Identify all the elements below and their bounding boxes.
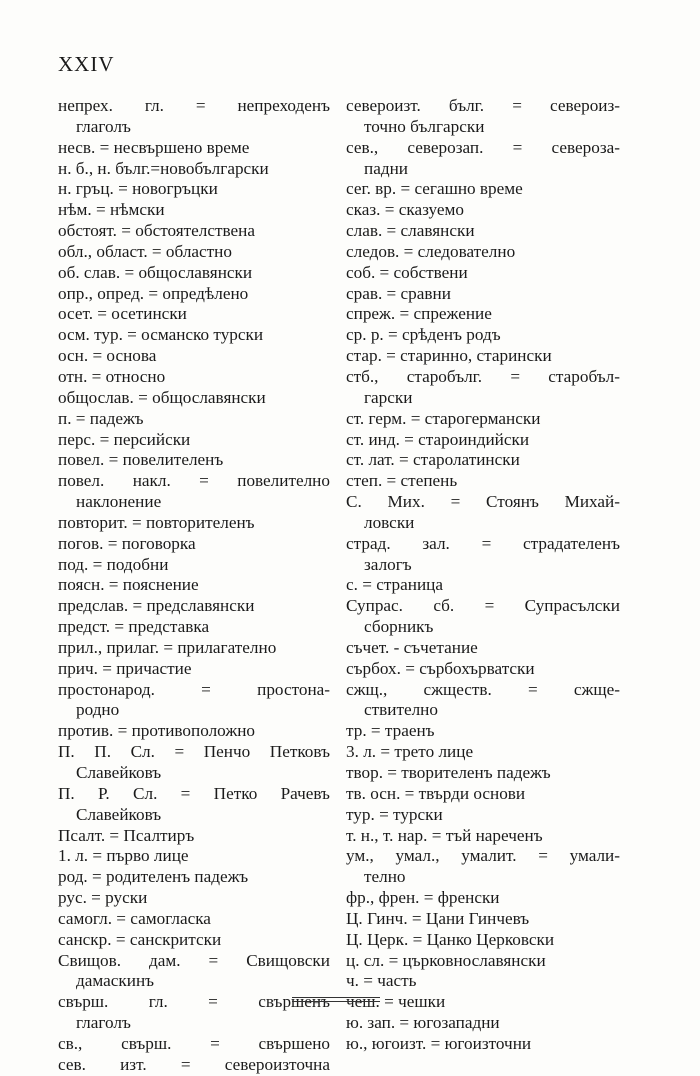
entry-text: ср. р. = срѣденъ родъ [346, 325, 501, 345]
entry-text: степ. = степень [346, 471, 458, 491]
abbreviation-entry [346, 138, 620, 180]
entry-text: прил., прилаг. = прилагателно [58, 637, 277, 657]
entry-text: повел. = повелителенъ [58, 450, 224, 470]
abbreviation-entry [346, 1034, 620, 1055]
abbreviation-entry [346, 96, 620, 138]
abbreviation-entry [58, 263, 330, 284]
abbreviation-entry [346, 659, 620, 680]
abbreviation-entry [346, 1013, 620, 1034]
entry-text: повторит. = повторителенъ [58, 512, 255, 532]
abbreviation-entry [346, 263, 620, 284]
abbreviation-entry [346, 284, 620, 305]
abbreviation-entry [346, 346, 620, 367]
entry-text: осм. тур. = османско турски [58, 325, 264, 345]
entry-text: т. н., т. нар. = тъй нареченъ [346, 825, 543, 845]
entry-text: 3. л. = трето лице [346, 742, 474, 762]
entry-text: сжщ., сжществ. = сжще- [346, 679, 620, 699]
abbreviation-entry [58, 659, 330, 680]
end-rule [292, 997, 380, 1002]
entry-text: Свищов. дам. = Свищовски [58, 950, 330, 970]
entry-text: осет. = осетински [58, 304, 187, 324]
entry-text: обстоят. = обстоятелствена [58, 221, 255, 241]
entry-text: съчет. - съчетание [346, 637, 478, 657]
entry-text: св., свърш. = свършено [58, 1033, 330, 1053]
abbreviation-entry [58, 867, 330, 888]
entry-text: род. = родителенъ падежъ [58, 867, 249, 887]
entry-text: ю., югоизт. = югоизточни [346, 1033, 532, 1053]
entry-text: рус. = руски [58, 888, 148, 908]
entry-text: ст. герм. = старогермански [346, 408, 541, 428]
entry-continuation: дамаскинъ [76, 971, 155, 991]
abbreviation-entry [58, 471, 330, 513]
entry-text: ю. зап. = югозападни [346, 1013, 500, 1033]
entry-continuation: ловски [364, 512, 415, 532]
entry-text: ц. сл. = църковнославянски [346, 950, 546, 970]
abbreviation-entry [58, 200, 330, 221]
abbreviation-entry [58, 450, 330, 471]
entry-text: сег. вр. = сегашно време [346, 179, 523, 199]
abbreviation-entry [58, 242, 330, 263]
entry-text: общослав. = общославянски [58, 387, 266, 407]
entry-text: тур. = турски [346, 804, 443, 824]
abbreviation-column-left [58, 96, 330, 1076]
abbreviation-entry [346, 409, 620, 430]
entry-text: североизт. бълг. = североиз- [346, 96, 620, 115]
entry-text: опр., опред. = опредѣлено [58, 283, 249, 303]
entry-text: стар. = старинно, старински [346, 346, 552, 366]
entry-text: поясн. = пояснение [58, 575, 199, 595]
entry-text: тв. осн. = твърди основи [346, 783, 526, 803]
abbreviation-entry [346, 992, 620, 1013]
entry-text: 1. л. = първо лице [58, 846, 189, 866]
abbreviation-entry [346, 179, 620, 200]
entry-text: предслав. = предславянски [58, 596, 255, 616]
abbreviation-entry [346, 367, 620, 409]
entry-text: твор. = творителенъ падежъ [346, 763, 551, 782]
entry-text: сърбох. = сърбохърватски [346, 658, 535, 678]
abbreviation-entry [58, 951, 330, 993]
abbreviation-entry [346, 784, 620, 805]
entry-continuation: родно [76, 700, 120, 720]
entry-text: осн. = основа [58, 346, 157, 366]
entry-text: несв. = несвършено време [58, 137, 250, 157]
entry-text: погов. = поговорка [58, 533, 196, 553]
abbreviation-entry [58, 1034, 330, 1055]
abbreviation-entry [346, 638, 620, 659]
abbreviation-entry [58, 575, 330, 596]
entry-continuation: падни [364, 158, 408, 178]
entry-text: п. = падежъ [58, 408, 144, 428]
entry-text: сказ. = сказуемо [346, 200, 464, 220]
abbreviation-entry [58, 284, 330, 305]
entry-text: с. = страница [346, 575, 444, 595]
abbreviation-entry [58, 784, 330, 826]
abbreviation-entry [346, 846, 620, 888]
abbreviation-entry [58, 596, 330, 617]
abbreviation-entry [58, 909, 330, 930]
abbreviation-entry [346, 763, 620, 784]
abbreviation-entry [58, 346, 330, 367]
abbreviation-entry [58, 826, 330, 847]
abbreviation-entry [58, 513, 330, 534]
abbreviation-entry [346, 450, 620, 471]
entry-text: сев., северозап. = североза- [346, 137, 620, 157]
entry-continuation: ствително [364, 700, 438, 720]
entry-text: свърш. гл. = свършенъ [58, 992, 330, 1012]
entry-text: об. слав. = общославянски [58, 262, 253, 282]
abbreviation-entry [58, 888, 330, 909]
entry-continuation: наклонение [76, 492, 162, 512]
abbreviation-entry [346, 930, 620, 951]
entry-continuation: сборникъ [364, 617, 434, 637]
abbreviation-entry [58, 721, 330, 742]
entry-text: С. Мих. = Стоянъ Михай- [346, 492, 620, 512]
entry-text: ст. инд. = староиндийски [346, 429, 530, 449]
abbreviation-entry [346, 805, 620, 826]
abbreviation-entry [346, 325, 620, 346]
entry-text: простонарод. = простона- [58, 679, 330, 699]
entry-continuation: глаголъ [76, 1013, 131, 1033]
abbreviation-entry [58, 159, 330, 180]
entry-text: спреж. = спрежение [346, 304, 492, 324]
abbreviation-entry [58, 742, 330, 784]
page-number: XXIV [58, 52, 115, 76]
entry-text: тр. = траенъ [346, 721, 435, 741]
abbreviation-entry [58, 680, 330, 722]
entry-continuation: залогъ [364, 554, 412, 574]
entry-text: страд. зал. = страдателенъ [346, 533, 620, 553]
abbreviation-entry [346, 742, 620, 763]
entry-text: самогл. = самогласка [58, 908, 211, 928]
entry-text: повел. накл. = повелително [58, 471, 330, 491]
abbreviation-entry [58, 555, 330, 576]
entry-text: обл., област. = областно [58, 241, 232, 261]
abbreviation-entry [58, 179, 330, 200]
entry-text: предст. = представка [58, 617, 210, 637]
entry-text: Ц. Гинч. = Цани Гинчевъ [346, 908, 530, 928]
entry-text: против. = противоположно [58, 721, 256, 741]
entry-text: соб. = собствени [346, 262, 468, 282]
entry-text: П. П. Сл. = Пенчо Петковъ [58, 742, 330, 762]
abbreviation-entry [346, 888, 620, 909]
abbreviation-entry [58, 138, 330, 159]
entry-text: сев. изт. = североизточна [58, 1054, 330, 1074]
abbreviation-entry [346, 721, 620, 742]
abbreviation-entry [346, 596, 620, 638]
entry-text: чеш. = чешки [346, 992, 446, 1012]
entry-continuation: телно [364, 867, 406, 887]
entry-text: стб., старобълг. = старобъл- [346, 366, 620, 386]
entry-continuation: Славейковъ [76, 804, 162, 824]
abbreviation-entry [58, 221, 330, 242]
entry-text: непрех. гл. = непреходенъ [58, 96, 330, 115]
abbreviation-entry [346, 951, 620, 972]
abbreviation-entry [346, 430, 620, 451]
entry-text: Псалт. = Псалтиръ [58, 825, 195, 845]
abbreviation-entry [346, 826, 620, 847]
entry-text: ч. = часть [346, 971, 417, 991]
entry-text: Супрас. сб. = Супрасълски [346, 596, 620, 616]
abbreviation-entry [346, 575, 620, 596]
entry-text: под. = подобни [58, 554, 169, 574]
entry-text: н. б., н. бълг.=новобългарски [58, 158, 269, 178]
entry-text: перс. = персийски [58, 429, 191, 449]
entry-continuation: точно български [364, 116, 485, 136]
abbreviation-entry [58, 430, 330, 451]
abbreviation-entry [346, 221, 620, 242]
abbreviation-entry [58, 304, 330, 325]
entry-text: слав. = славянски [346, 221, 475, 241]
abbreviation-entry [346, 471, 620, 492]
abbreviation-entry [346, 304, 620, 325]
abbreviation-entry [58, 930, 330, 951]
abbreviation-entry [346, 534, 620, 576]
abbreviation-entry [58, 992, 330, 1034]
abbreviation-column-right [346, 96, 620, 1055]
entry-text: н. гръц. = новогръцки [58, 179, 218, 199]
abbreviation-entry [346, 242, 620, 263]
abbreviation-entry [58, 617, 330, 638]
abbreviation-entry [58, 325, 330, 346]
entry-text: прич. = причастие [58, 658, 192, 678]
abbreviation-entry [346, 971, 620, 992]
abbreviation-entry [346, 909, 620, 930]
abbreviation-entry [58, 388, 330, 409]
abbreviation-entry [58, 96, 330, 138]
abbreviation-entry [58, 638, 330, 659]
abbreviation-entry [346, 680, 620, 722]
entry-continuation: гарски [364, 387, 413, 407]
entry-text: срав. = сравни [346, 283, 451, 303]
entry-text: нѣм. = нѣмски [58, 200, 165, 220]
abbreviation-entry [346, 200, 620, 221]
entry-continuation: глаголъ [76, 116, 131, 136]
abbreviation-entry [58, 534, 330, 555]
abbreviation-entry [58, 1055, 330, 1076]
entry-text: отн. = относно [58, 366, 166, 386]
abbreviation-entry [58, 846, 330, 867]
entry-text: фр., френ. = френски [346, 888, 500, 908]
abbreviation-entry [346, 492, 620, 534]
entry-text: ст. лат. = старолатински [346, 450, 520, 470]
entry-continuation: Славейковъ [76, 763, 162, 782]
abbreviation-entry [58, 409, 330, 430]
abbreviation-entry [58, 367, 330, 388]
entry-text: ум., умал., умалит. = умали- [346, 846, 620, 866]
entry-text: следов. = следователно [346, 241, 516, 261]
entry-text: Ц. Церк. = Цанко Церковски [346, 929, 555, 949]
entry-text: П. Р. Сл. = Петко Рачевъ [58, 783, 330, 803]
entry-text: санскр. = санскритски [58, 929, 222, 949]
